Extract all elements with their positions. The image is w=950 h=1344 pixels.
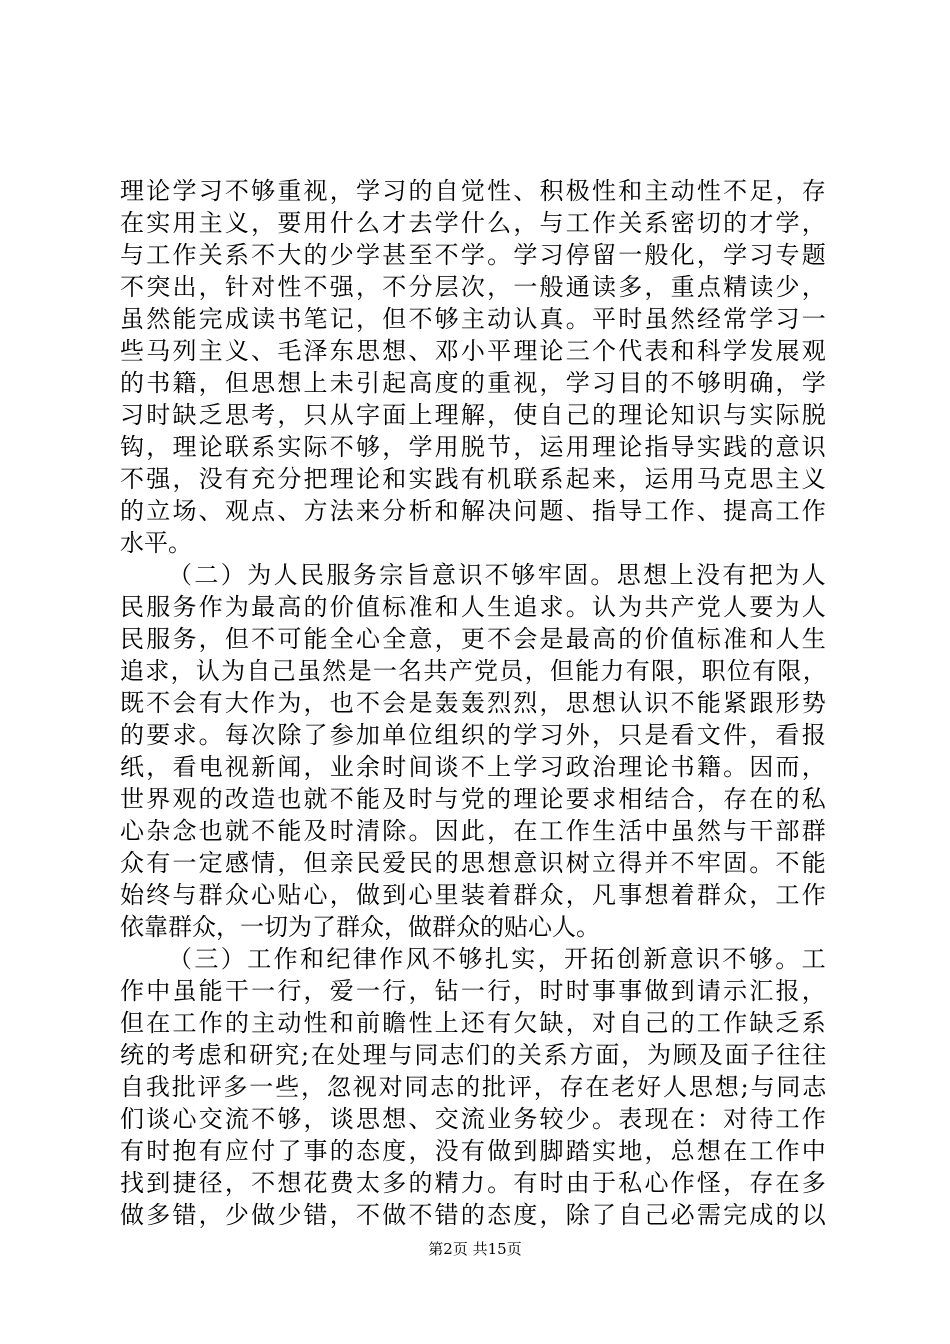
text-line: 民服务，但不可能全心全意，更不会是最高的价值标准和人生 [120,625,828,653]
text-line: 既不会有大作为，也不会是轰轰烈烈，思想认识不能紧跟形势 [120,689,828,717]
text-line: 与工作关系不大的少学甚至不学。学习停留一般化，学习专题 [120,241,828,269]
text-line: 在实用主义，要用什么才去学什么，与工作关系密切的才学， [120,209,828,237]
section-heading-2: （二）为人民服务宗旨意识不够牢固。思想上没有把为人 [168,561,828,589]
text-line: 有时抱有应付了事的态度，没有做到脚踏实地，总想在工作中 [120,1137,828,1165]
text-line: 众有一定感情，但亲民爱民的思想意识树立得并不牢固。不能 [120,849,828,877]
text-line: 依靠群众，一切为了群众，做群众的贴心人。 [120,913,600,941]
text-line: 些马列主义、毛泽东思想、邓小平理论三个代表和科学发展观 [120,337,828,365]
page-number-footer: 第2页 共15页 [428,1240,522,1258]
text-line: 的要求。每次除了参加单位组织的学习外，只是看文件，看报 [120,721,828,749]
text-line: 但在工作的主动性和前瞻性上还有欠缺，对自己的工作缺乏系 [120,1009,828,1037]
text-line: 水平。 [120,529,192,557]
text-line: 理论学习不够重视，学习的自觉性、积极性和主动性不足，存 [120,177,828,205]
section-heading-3: （三）工作和纪律作风不够扎实，开拓创新意识不够。工 [168,945,828,973]
text-line: 心杂念也就不能及时清除。因此，在工作生活中虽然与干部群 [120,817,828,845]
text-line: 统的考虑和研究;在处理与同志们的关系方面，为顾及面子往往 [120,1041,829,1069]
text-line: 世界观的改造也就不能及时与党的理论要求相结合，存在的私 [120,785,828,813]
text-line: 不强，没有充分把理论和实践有机联系起来，运用马克思主义 [120,465,828,493]
text-line: 习时缺乏思考，只从字面上理解，使自己的理论知识与实际脱 [120,401,828,429]
text-line: 纸，看电视新闻，业余时间谈不上学习政治理论书籍。因而， [120,753,828,781]
text-line: 的书籍，但思想上未引起高度的重视，学习目的不够明确，学 [120,369,828,397]
text-line: 不突出，针对性不强，不分层次，一般通读多，重点精读少， [120,273,828,301]
text-line: 民服务作为最高的价值标准和人生追求。认为共产党人要为人 [120,593,828,621]
text-line: 虽然能完成读书笔记，但不够主动认真。平时虽然经常学习一 [120,305,828,333]
text-line: 的立场、观点、方法来分析和解决问题、指导工作、提高工作 [120,497,828,525]
text-line: 找到捷径，不想花费太多的精力。有时由于私心作怪，存在多 [120,1169,828,1197]
text-line: 作中虽能干一行，爱一行，钻一行，时时事事做到请示汇报， [120,977,828,1005]
text-line: 始终与群众心贴心，做到心里装着群众，凡事想着群众，工作 [120,881,828,909]
text-line: 追求，认为自己虽然是一名共产党员，但能力有限，职位有限， [120,657,828,685]
text-line: 钩，理论联系实际不够，学用脱节，运用理论指导实践的意识 [120,433,828,461]
text-line: 们谈心交流不够，谈思想、交流业务较少。表现在：对待工作 [120,1105,828,1133]
text-line: 做多错，少做少错，不做不错的态度，除了自己必需完成的以 [120,1201,828,1229]
text-line: 自我批评多一些，忽视对同志的批评，存在老好人思想;与同志 [120,1073,829,1101]
